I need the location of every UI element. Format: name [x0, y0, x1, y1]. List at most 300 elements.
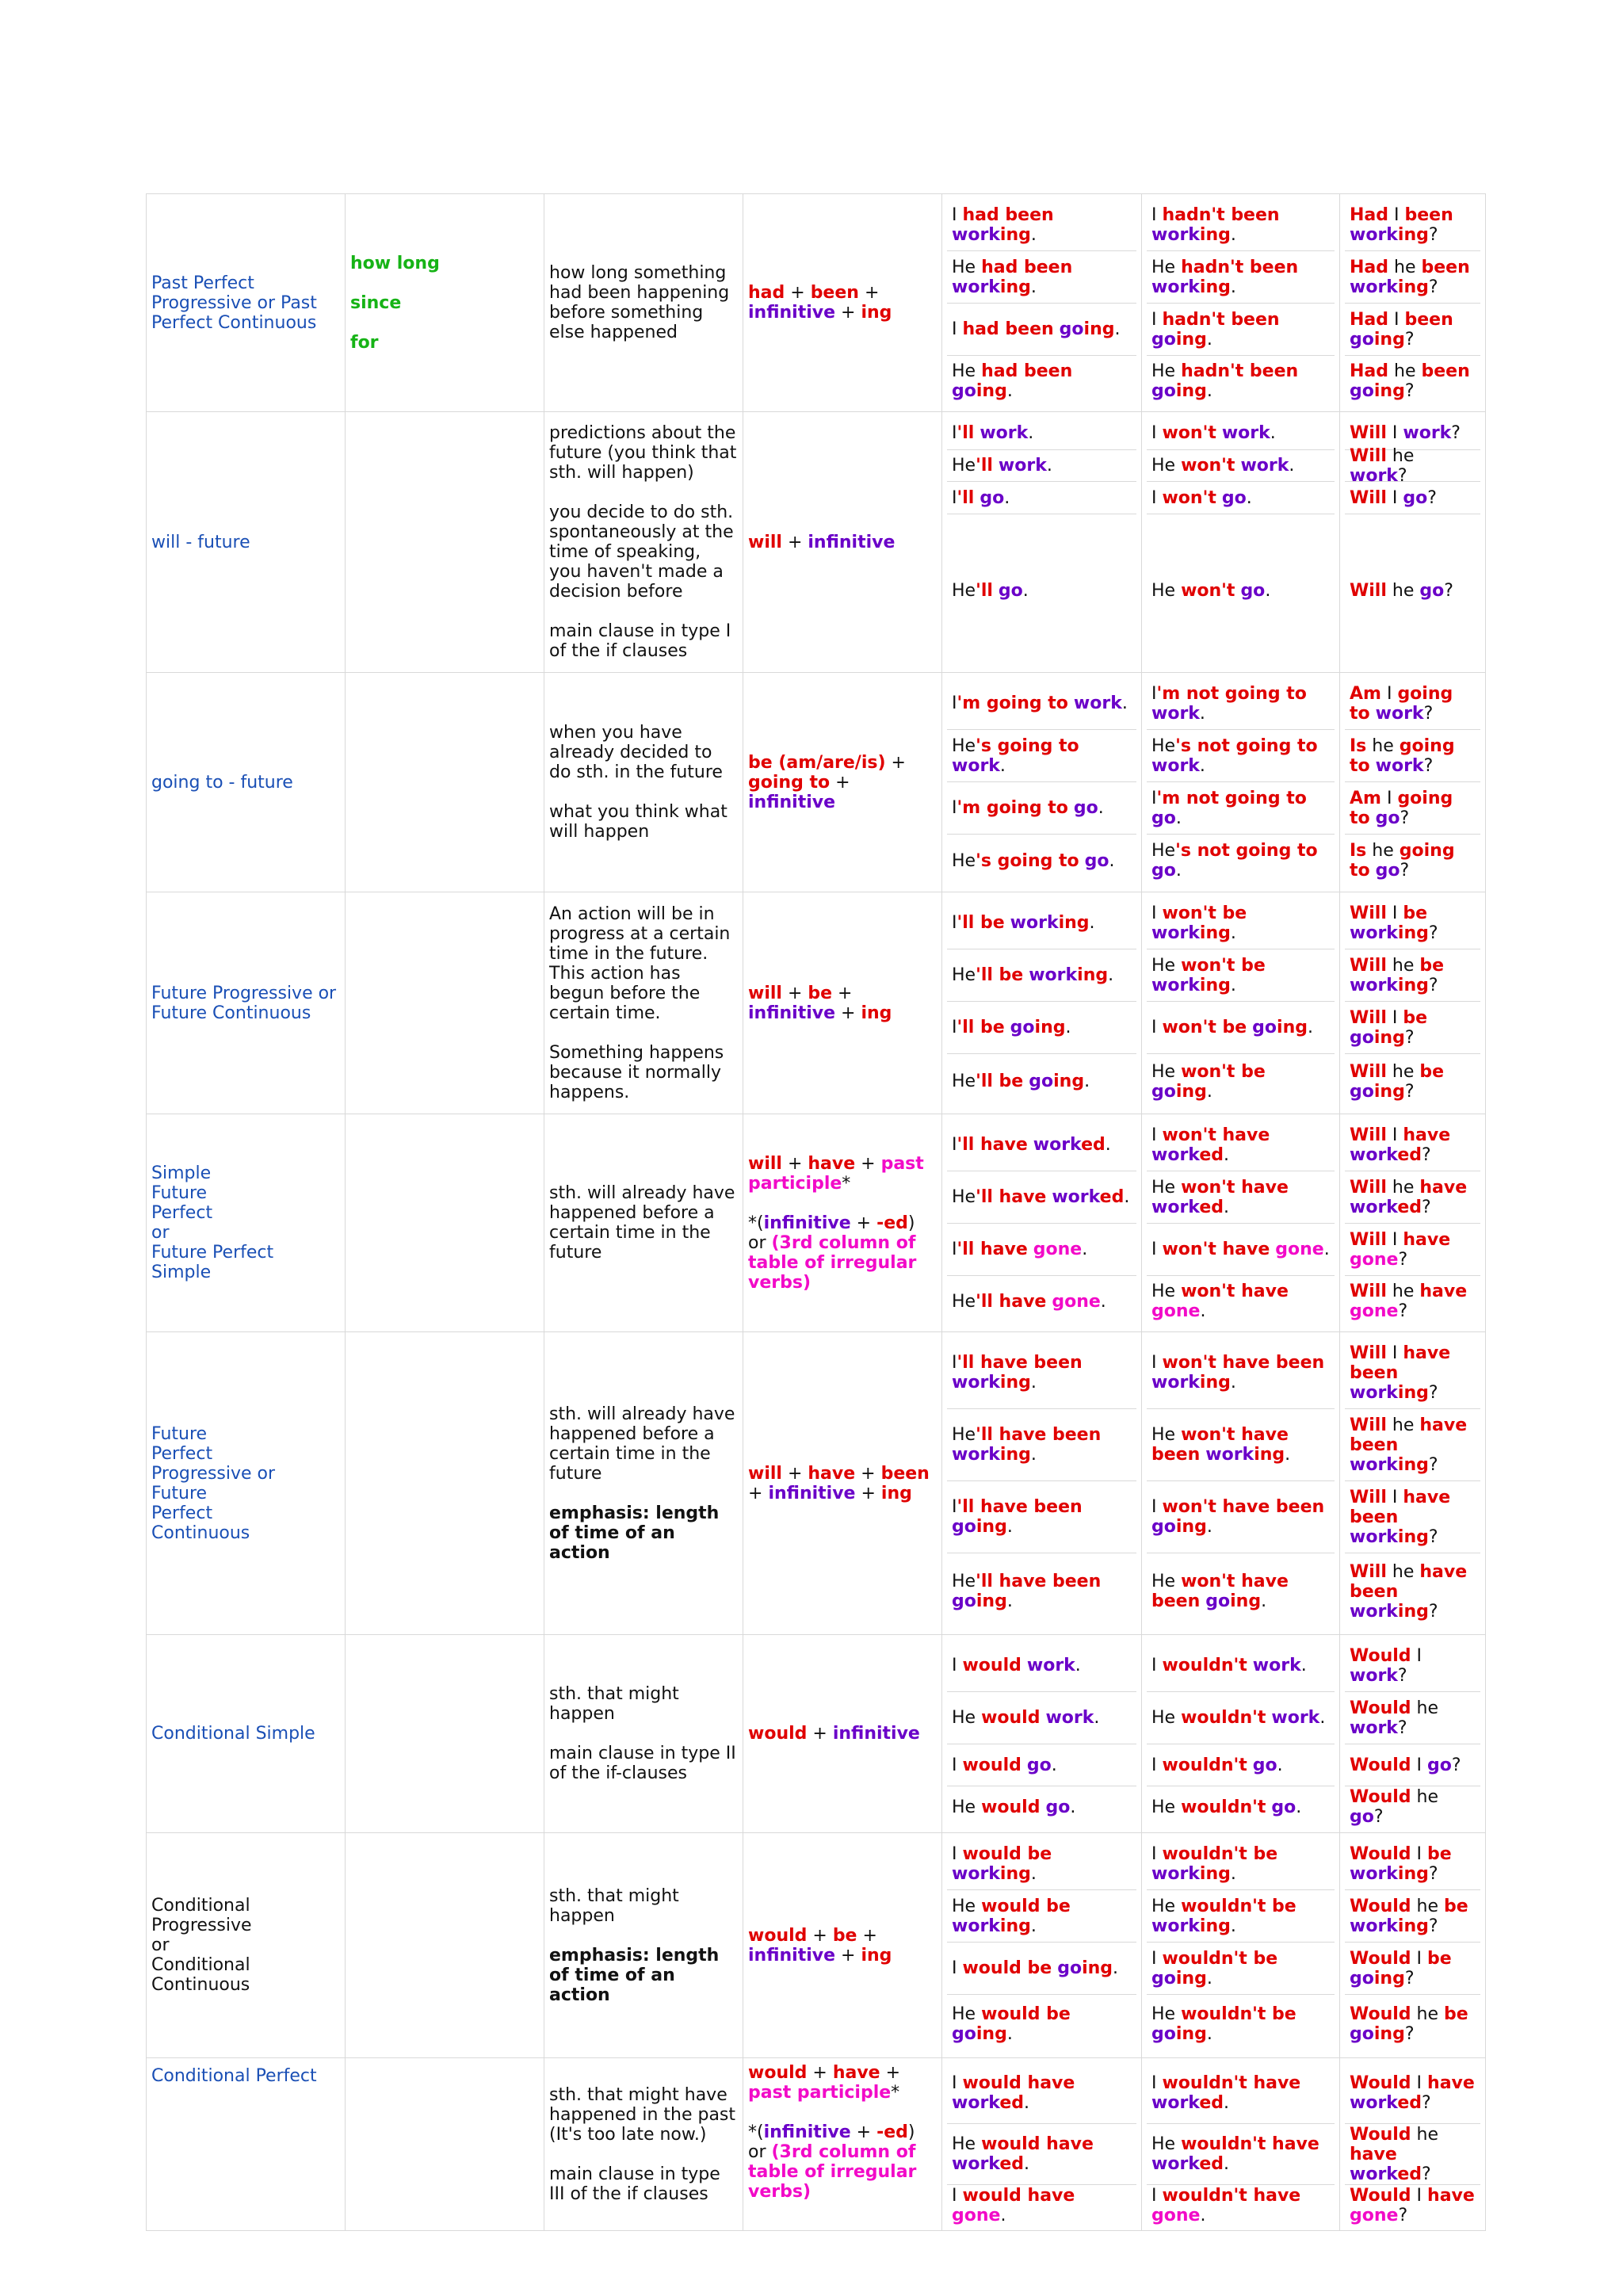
- example-text: [1151, 2134, 1330, 2174]
- text-segment: wouldn't have: [1162, 2185, 1301, 2206]
- text-segment: ?: [1428, 277, 1438, 297]
- text-segment: ?: [1428, 1526, 1438, 1547]
- text-segment: +: [781, 532, 808, 552]
- text-segment: main clause in type I of the if clauses: [549, 621, 731, 661]
- text-segment: be: [1403, 903, 1428, 923]
- paragraph: [549, 1744, 738, 1783]
- text-segment: .: [1082, 1240, 1088, 1259]
- paragraph: [151, 984, 340, 1023]
- text-segment: Would: [1350, 2004, 1411, 2024]
- text-segment: how long something had been happening before something else happened: [549, 263, 730, 342]
- paragraph: [151, 1724, 340, 1744]
- text-segment: I: [1381, 683, 1398, 704]
- example-text: [1350, 1844, 1476, 1884]
- text-segment: ing: [1077, 965, 1109, 985]
- text-segment: going to: [1350, 683, 1453, 724]
- example-text: [952, 1844, 1132, 1884]
- text-segment: 'll: [976, 456, 993, 476]
- text-segment: +: [835, 1003, 861, 1023]
- text-segment: sth. that might have happened in the past (It's too late now.): [549, 2084, 736, 2145]
- text-segment: [1216, 488, 1222, 508]
- aff-example: [947, 1224, 1136, 1276]
- text-segment: ing: [1230, 1591, 1262, 1611]
- text-segment: work: [1010, 913, 1059, 933]
- aff-example: [947, 1481, 1136, 1553]
- text-segment: I: [952, 2073, 963, 2093]
- text-segment: .: [1261, 1591, 1267, 1611]
- text-segment: going to: [1350, 735, 1455, 776]
- text-segment: go: [1350, 381, 1374, 401]
- text-segment: .: [1200, 1301, 1206, 1321]
- text-segment: ed: [1199, 2154, 1224, 2174]
- text-segment: past participle: [748, 2083, 892, 2103]
- text-segment: [1370, 756, 1376, 776]
- example-text: [952, 1572, 1132, 1611]
- neg-example: [1147, 1337, 1335, 1409]
- text-segment: work: [952, 224, 1000, 245]
- text-segment: he: [1388, 257, 1422, 277]
- example-text: [952, 1797, 1075, 1817]
- example-text: [952, 965, 1113, 985]
- text-segment: infinitive: [808, 532, 896, 552]
- neg-example: [1147, 835, 1335, 887]
- text-segment: work: [1350, 2164, 1398, 2184]
- text-segment: infinitive: [748, 792, 836, 812]
- text-segment: been: [1421, 257, 1470, 277]
- text-segment: work: [1026, 1656, 1075, 1675]
- tense-name-cell: [147, 1833, 346, 2058]
- text-segment: will: [748, 983, 782, 1003]
- text-segment: ing: [1175, 2023, 1207, 2044]
- text-segment: I: [1151, 1497, 1163, 1517]
- example-text: [1350, 1755, 1461, 1775]
- text-segment: go: [1151, 381, 1176, 401]
- text-segment: won't have: [1162, 1240, 1270, 1259]
- text-segment: wouldn't: [1181, 1708, 1266, 1728]
- text-segment: work: [952, 755, 1000, 776]
- aff-example: [947, 1692, 1136, 1744]
- text-segment: I: [952, 1240, 957, 1259]
- text-segment: he: [1386, 1282, 1420, 1301]
- text-segment: main clause in type II of the if-clauses: [549, 1744, 736, 1783]
- text-segment: ?: [1404, 2023, 1415, 2044]
- text-segment: Will: [1350, 581, 1387, 601]
- text-segment: Would: [1350, 1787, 1411, 1807]
- paragraph: [748, 1154, 937, 1194]
- text-segment: Had: [1350, 257, 1389, 277]
- text-segment: Will: [1350, 1561, 1387, 1582]
- text-segment: work: [1350, 975, 1398, 995]
- q-example: [1345, 1838, 1480, 1890]
- text-segment: He: [952, 1708, 982, 1728]
- text-segment: gone: [1052, 1291, 1101, 1312]
- text-segment: gone: [1275, 1240, 1324, 1259]
- text-segment: gone: [1350, 1249, 1399, 1270]
- paragraph: [549, 1886, 738, 1926]
- question-column: [1340, 2058, 1486, 2231]
- text-segment: .: [1230, 277, 1236, 297]
- affirmative-column: [942, 1833, 1142, 2058]
- text-segment: [1068, 798, 1074, 818]
- text-segment: ing: [1397, 277, 1429, 297]
- text-segment: +: [832, 983, 853, 1003]
- text-segment: work: [1350, 1601, 1398, 1622]
- text-segment: ?: [1451, 1755, 1461, 1775]
- text-segment: hadn't been: [1162, 204, 1280, 225]
- text-segment: Will: [1350, 445, 1387, 466]
- tense-row: [147, 1114, 1486, 1332]
- form-cell: [743, 673, 942, 892]
- text-segment: would be: [962, 1843, 1052, 1864]
- example-text: [1350, 736, 1476, 776]
- text-segment: +: [880, 2063, 901, 2083]
- text-segment: I: [952, 1656, 963, 1675]
- example-text: [952, 488, 1010, 508]
- aff-example: [947, 304, 1136, 356]
- text-segment: 'll have: [976, 1187, 1047, 1207]
- text-segment: been: [880, 1463, 930, 1484]
- text-segment: ed: [1397, 2164, 1422, 2184]
- neg-example: [1147, 1224, 1335, 1276]
- text-segment: I: [1151, 1353, 1163, 1373]
- text-segment: ?: [1397, 465, 1407, 486]
- text-segment: go: [1151, 861, 1176, 881]
- text-segment: go: [1252, 1018, 1277, 1037]
- text-segment: [993, 456, 999, 476]
- text-segment: infinitive: [763, 1213, 851, 1233]
- text-segment: ed: [1397, 2093, 1422, 2113]
- text-segment: ) or: [748, 2122, 915, 2162]
- example-text: [1350, 361, 1476, 401]
- text-segment: Progressive or: [151, 1463, 276, 1484]
- text-segment: would be: [962, 1958, 1052, 1978]
- text-segment: ed: [1397, 1197, 1422, 1217]
- text-segment: He: [1151, 1708, 1182, 1728]
- text-segment: he: [1366, 841, 1400, 861]
- example-text: [952, 1135, 1111, 1155]
- text-segment: or: [151, 1935, 170, 1955]
- text-segment: ) or: [748, 1213, 915, 1253]
- usage-cell: [544, 1635, 743, 1833]
- text-segment: He: [1151, 955, 1182, 976]
- text-segment: go: [1350, 329, 1374, 350]
- text-segment: +: [858, 283, 880, 303]
- text-segment: *: [842, 1173, 851, 1194]
- text-segment: be (am/are/is): [748, 752, 886, 773]
- text-segment: been: [1404, 204, 1453, 225]
- text-segment: he: [1366, 735, 1400, 756]
- signal-words-cell: [346, 2058, 544, 2231]
- example-text: [952, 1656, 1081, 1675]
- text-segment: had: [748, 283, 785, 303]
- text-segment: be: [1419, 1061, 1445, 1082]
- neg-example: [1147, 514, 1335, 667]
- text-segment: I: [1151, 204, 1163, 225]
- neg-example: [1147, 678, 1335, 730]
- text-segment: had been: [981, 361, 1073, 381]
- text-segment: go: [1057, 1958, 1083, 1978]
- text-segment: ed: [1199, 2093, 1224, 2113]
- text-segment: go: [1252, 1755, 1277, 1775]
- signal-words-cell: [346, 412, 544, 673]
- text-segment: .: [1006, 1517, 1013, 1537]
- text-segment: I: [1411, 1843, 1428, 1864]
- aff-example: [947, 1054, 1136, 1109]
- text-segment: past participle: [748, 1153, 924, 1194]
- text-segment: I: [1386, 423, 1403, 443]
- text-segment: I: [1151, 309, 1163, 330]
- text-segment: work: [1350, 465, 1398, 486]
- q-example: [1345, 2063, 1480, 2124]
- text-segment: ing: [1373, 2023, 1405, 2044]
- text-segment: .: [999, 755, 1006, 776]
- text-segment: Perfect: [151, 1443, 213, 1464]
- text-segment: Will: [1350, 903, 1387, 923]
- text-segment: go: [1059, 319, 1084, 339]
- text-segment: ing: [1397, 224, 1429, 245]
- text-segment: I: [952, 423, 957, 443]
- text-segment: (3rd column of table of irregular verbs): [748, 1232, 917, 1293]
- text-segment: go: [1205, 1591, 1231, 1611]
- example-text: [1350, 581, 1453, 601]
- example-text: [1350, 684, 1476, 724]
- neg-example: [1147, 1640, 1335, 1692]
- text-segment: Future: [151, 1483, 208, 1503]
- example-text: [952, 913, 1095, 933]
- signal-words-cell: [346, 194, 544, 412]
- question-column: [1340, 673, 1486, 892]
- text-segment: I: [952, 1018, 957, 1037]
- text-segment: work: [1403, 423, 1452, 443]
- text-segment: He: [952, 1797, 982, 1817]
- text-segment: go: [1084, 850, 1109, 871]
- text-segment: have: [1350, 2144, 1397, 2164]
- tense-name-cell: [147, 1114, 346, 1332]
- aff-example: [947, 417, 1136, 450]
- text-segment: 'll be: [976, 965, 1024, 985]
- q-example: [1345, 1786, 1480, 1828]
- q-example: [1345, 2124, 1480, 2185]
- q-example: [1345, 1337, 1480, 1409]
- text-segment: going to - future: [151, 772, 293, 793]
- text-segment: Will: [1350, 1282, 1387, 1301]
- text-segment: ing: [976, 1591, 1007, 1611]
- text-segment: .: [1109, 850, 1115, 871]
- text-segment: .: [1030, 277, 1037, 297]
- text-segment: would have: [962, 2185, 1075, 2206]
- aff-example: [947, 1995, 1136, 2053]
- text-segment: *(: [748, 2122, 764, 2142]
- neg-example: [1147, 1119, 1335, 1171]
- text-segment: I: [1411, 2073, 1428, 2093]
- text-segment: work: [1350, 1144, 1398, 1165]
- text-segment: Future: [151, 1183, 208, 1203]
- aff-example: [947, 897, 1136, 949]
- paragraph: [151, 1263, 340, 1282]
- text-segment: ?: [1373, 1807, 1384, 1827]
- paragraph: [549, 423, 738, 483]
- text-segment: .: [1277, 1755, 1283, 1775]
- affirmative-column: [942, 1635, 1142, 1833]
- text-segment: Am: [1350, 788, 1381, 808]
- paragraph: [151, 1223, 340, 1243]
- neg-example: [1147, 1171, 1335, 1224]
- text-segment: be: [1427, 1948, 1452, 1969]
- example-text: [952, 1958, 1118, 1978]
- text-segment: .: [1100, 1291, 1106, 1312]
- text-segment: how long: [350, 253, 440, 273]
- negative-column: [1142, 2058, 1340, 2231]
- text-segment: go: [1375, 861, 1400, 881]
- aff-example: [947, 1640, 1136, 1692]
- text-segment: I: [1388, 204, 1405, 225]
- example-text: [1151, 1844, 1330, 1884]
- example-text: [1151, 2073, 1330, 2113]
- text-segment: 'll have been: [976, 1425, 1102, 1445]
- text-segment: ?: [1397, 1717, 1407, 1738]
- example-text: [1350, 1230, 1476, 1270]
- example-text: [1151, 904, 1330, 943]
- q-example: [1345, 1890, 1480, 1943]
- text-segment: .: [1070, 1797, 1076, 1817]
- text-segment: .: [1046, 456, 1052, 476]
- example-text: [1151, 361, 1330, 401]
- paragraph: [748, 283, 937, 323]
- tense-row: [147, 412, 1486, 673]
- text-segment: sth. will already have happened before a certain time in the future: [549, 1183, 735, 1263]
- q-example: [1345, 514, 1480, 667]
- text-segment: I: [1151, 1240, 1163, 1259]
- text-segment: ?: [1398, 1249, 1408, 1270]
- text-segment: work: [1151, 2154, 1200, 2174]
- usage-cell: [544, 2058, 743, 2231]
- text-segment: He: [952, 1187, 976, 1207]
- text-segment: He: [952, 965, 976, 985]
- text-segment: [1068, 693, 1074, 713]
- text-segment: I: [952, 1958, 963, 1978]
- text-segment: go: [1375, 808, 1400, 828]
- text-segment: ing: [1053, 1072, 1085, 1091]
- text-segment: .: [1006, 381, 1013, 401]
- text-segment: ing: [1397, 1454, 1429, 1475]
- q-example: [1345, 251, 1480, 304]
- form-cell: [743, 2058, 942, 2231]
- example-text: [1151, 1353, 1330, 1392]
- paragraph: [549, 2085, 738, 2145]
- text-segment: I: [952, 798, 957, 818]
- text-segment: have been: [1350, 1415, 1468, 1455]
- q-example: [1345, 1744, 1480, 1786]
- text-segment: +: [835, 1945, 861, 1966]
- neg-example: [1147, 1995, 1335, 2053]
- text-segment: .: [1175, 808, 1182, 828]
- q-example: [1345, 356, 1480, 407]
- paragraph: [748, 984, 937, 1023]
- text-segment: he: [1388, 361, 1422, 381]
- q-example: [1345, 1119, 1480, 1171]
- question-column: [1340, 1114, 1486, 1332]
- text-segment: +: [807, 1724, 833, 1744]
- tense-name-cell: [147, 892, 346, 1114]
- text-segment: [1028, 1240, 1033, 1259]
- paragraph: [350, 293, 539, 313]
- text-segment: go: [1403, 487, 1428, 508]
- text-segment: be: [1444, 2004, 1468, 2024]
- text-segment: work: [952, 277, 1000, 297]
- text-segment: go: [1419, 581, 1445, 601]
- text-segment: work: [952, 2154, 1000, 2174]
- paragraph: [151, 1916, 340, 1935]
- tense-table: [146, 193, 1486, 2231]
- text-segment: work: [998, 456, 1047, 476]
- text-segment: won't: [1181, 456, 1235, 476]
- text-segment: work: [1033, 1135, 1082, 1155]
- text-segment: +: [855, 1153, 881, 1174]
- text-segment: I: [1151, 423, 1163, 443]
- tense-name-cell: [147, 2058, 346, 2231]
- text-segment: +: [785, 283, 811, 303]
- example-text: [1350, 1125, 1476, 1165]
- text-segment: ing: [1199, 1863, 1231, 1884]
- text-segment: ?: [1428, 1601, 1438, 1622]
- text-segment: .: [1065, 1018, 1071, 1037]
- example-text: [952, 2186, 1132, 2225]
- text-segment: work: [952, 1445, 1000, 1465]
- text-segment: wouldn't be: [1181, 2004, 1296, 2024]
- paragraph: [549, 904, 738, 1023]
- text-segment: Would: [1350, 2073, 1411, 2093]
- text-segment: go: [1010, 1018, 1035, 1037]
- text-segment: since: [350, 292, 402, 313]
- text-segment: .: [1030, 1373, 1037, 1392]
- text-segment: He: [1151, 1896, 1182, 1916]
- signal-words-cell: [346, 1635, 544, 1833]
- text-segment: go: [952, 1517, 976, 1537]
- q-example: [1345, 2185, 1480, 2225]
- paragraph: [549, 1946, 738, 2005]
- text-segment: have been: [1350, 1343, 1451, 1383]
- neg-example: [1147, 1553, 1335, 1629]
- text-segment: 'm not going to: [1156, 683, 1307, 704]
- text-segment: He: [952, 456, 976, 476]
- text-segment: Something happens because it normally happens.: [549, 1042, 724, 1102]
- text-segment: wouldn't: [1181, 1797, 1266, 1817]
- affirmative-column: [942, 412, 1142, 673]
- paragraph: [151, 1163, 340, 1183]
- neg-example: [1147, 2124, 1335, 2185]
- text-segment: -ed: [876, 2122, 908, 2142]
- text-segment: ing: [1199, 1373, 1231, 1392]
- text-segment: +: [807, 1925, 833, 1946]
- text-segment: .: [1024, 2093, 1029, 2113]
- text-segment: Will: [1350, 423, 1387, 443]
- text-segment: he: [1386, 955, 1420, 976]
- text-segment: go: [952, 1591, 976, 1611]
- form-cell: [743, 1114, 942, 1332]
- text-segment: 'll have been: [957, 1353, 1083, 1373]
- text-segment: I: [1411, 2185, 1428, 2206]
- text-segment: ing: [1199, 224, 1231, 245]
- text-segment: work: [952, 1916, 1000, 1936]
- text-segment: ?: [1423, 755, 1434, 776]
- text-segment: be: [1427, 1843, 1452, 1864]
- negative-column: [1142, 412, 1340, 673]
- example-text: [1151, 684, 1330, 724]
- signal-words-cell: [346, 1332, 544, 1635]
- signal-words-cell: [346, 1114, 544, 1332]
- text-segment: go: [1151, 808, 1176, 828]
- text-segment: Would: [1350, 1948, 1411, 1969]
